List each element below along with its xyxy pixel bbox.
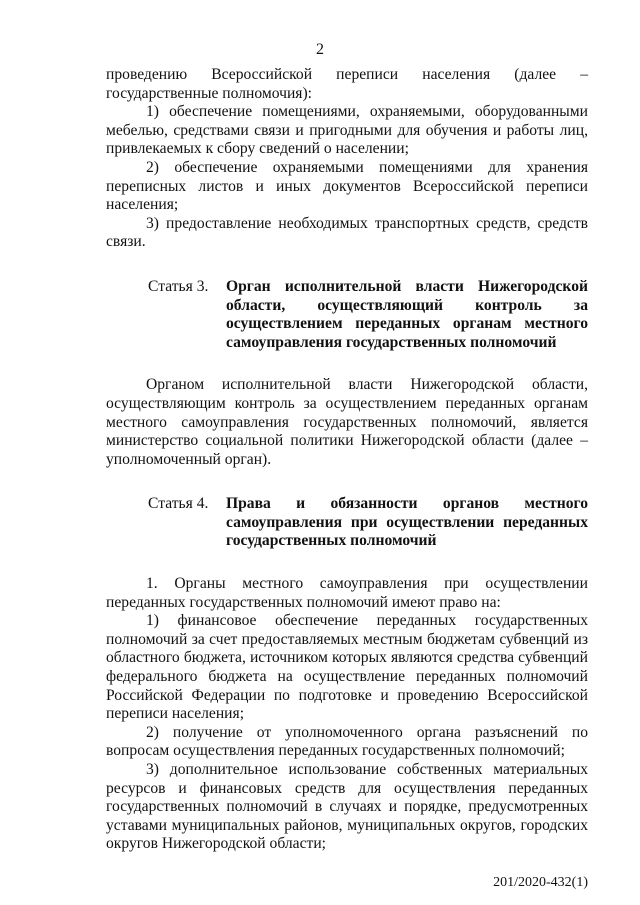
document-body <box>106 66 588 854</box>
article-title: Права и обязанности органов местного самоуправления при осуществлении переданных государственных полномочий <box>226 495 588 550</box>
paragraph: проведению Всероссийской переписи населения (далее – государственные полномочия): <box>106 66 588 102</box>
paragraph: 1. Органы местного самоуправления при осуществлении переданных государственных полномочий имеют право на: <box>106 575 588 611</box>
paragraph: Органом исполнительной власти Нижегородской области, осуществляющим контроль за осуществлением переданных органам местного самоуправления государственных полномочий, является министерство социальной политики Нижегородской области (далее – уполномоченный орган). <box>106 376 588 468</box>
list-item: 3) дополнительное использование собственных материальных ресурсов и финансовых средств для осуществления переданных государственных полномочий в случаях и порядке, предусмотренных уставами муниципальных районов, муниципальных округов, городских округов Нижегородской области; <box>106 761 588 853</box>
list-item: 1) финансовое обеспечение переданных государственных полномочий за счет предоставляемых местным бюджетам субвенций из областного бюджета, источником которых являются средства субвенций федерального бюджета на осуществление переданных полномочий Российской Федерации по подготовке и проведению Всероссийской переписи населения; <box>106 612 588 723</box>
page-number: 2 <box>316 41 324 58</box>
article-title: Орган исполнительной власти Нижегородской области, осуществляющий контроль за осуществлением переданных органам местного самоуправления государственных полномочий <box>226 277 588 351</box>
list-item: 1) обеспечение помещениями, охраняемыми, оборудованными мебелью, средствами связи и пригодными для обучения и работы лиц, привлекаемых к сбору сведений о населении; <box>106 103 588 158</box>
article-number: Статья 4. <box>148 495 209 513</box>
article-4-heading <box>106 495 588 551</box>
list-item: 2) обеспечение охраняемыми помещениями для хранения переписных листов и иных документов Всероссийской переписи населения; <box>106 158 588 214</box>
document-code: 201/2020-432(1) <box>493 875 588 890</box>
list-item: 2) получение от уполномоченного органа разъяснений по вопросам осуществления переданных государственных полномочий; <box>106 723 588 760</box>
list-item: 3) предоставление необходимых транспортных средств, средств связи. <box>106 214 588 251</box>
article-3-heading <box>106 278 588 352</box>
article-number: Статья 3. <box>148 277 209 295</box>
